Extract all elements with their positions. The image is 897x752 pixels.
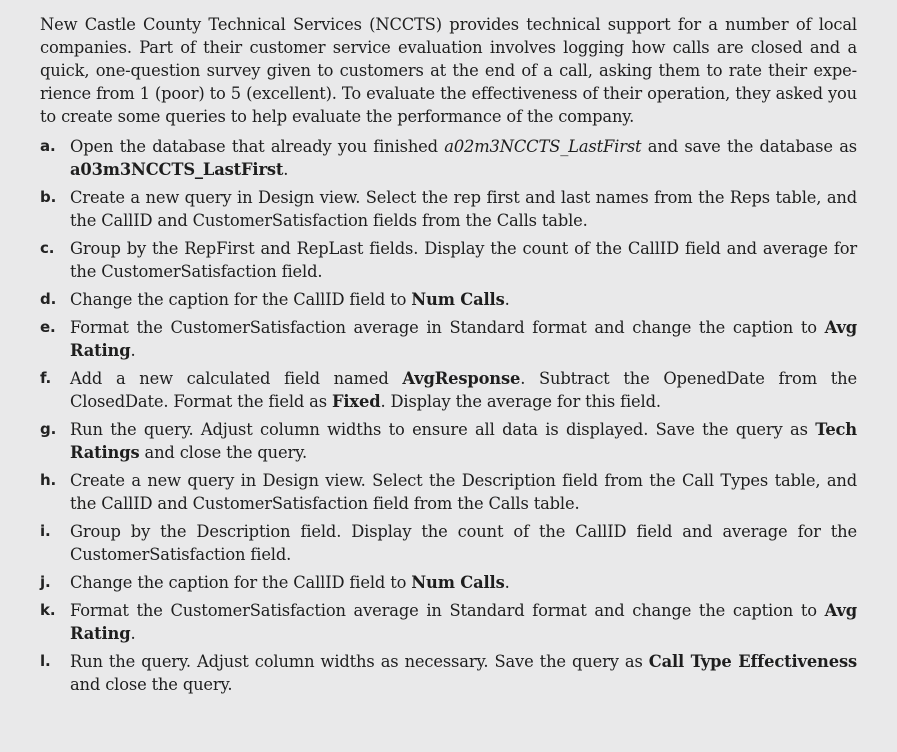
step-letter: k.	[40, 601, 56, 619]
step-text: and close the query.	[139, 443, 307, 462]
step-text: Run the query. Adjust column widths as necessary. Save the query as	[70, 652, 649, 671]
step-text: Change the caption for the CallID field to	[70, 290, 412, 309]
query-name-tech-ratings: Tech Ratings	[70, 420, 857, 462]
step-h	[40, 469, 857, 515]
step-i	[40, 520, 857, 566]
caption-avg-rating: Avg Rating	[70, 601, 857, 643]
step-text: Add a new calculated field named	[70, 369, 403, 388]
intro-paragraph: New Castle County Technical Services (NCCTS) provides technical support for a number of local companies. Part of their customer service evaluation involves logging how calls are closed and a quick, one-question survey given to customers at the end of a call, asking them to rate their expe-rience from 1 (poor) to 5 (excellent). To evaluate the effectiveness of their operation, they asked you to create some queries to help evaluate the performance of the company.	[40, 15, 857, 126]
step-text: Format the CustomerSatisfaction average in Standard format and change the caption to	[70, 601, 825, 620]
step-text: . Display the average for this field.	[380, 392, 661, 411]
database-name-new: a03m3NCCTS_LastFirst	[70, 160, 284, 179]
step-letter: h.	[40, 471, 57, 489]
step-b	[40, 186, 857, 232]
step-text: and save the database as	[641, 137, 857, 156]
step-text: Create a new query in Design view. Select the Description field from the Call Types table, and the CallID and CustomerSatisfaction field from the Calls table.	[70, 471, 857, 513]
step-letter: d.	[40, 290, 57, 308]
step-text: Group by the Description field. Display the count of the CallID field and average for the CustomerSatisfaction field.	[70, 522, 857, 564]
caption-num-calls: Num Calls	[411, 290, 505, 309]
step-text: .	[283, 160, 289, 179]
step-f	[40, 367, 857, 413]
step-text: and close the query.	[70, 675, 233, 694]
step-text: .	[130, 341, 136, 360]
step-letter: e.	[40, 318, 56, 336]
step-list	[40, 135, 857, 696]
step-text: Change the caption for the CallID field to	[70, 573, 412, 592]
step-l	[40, 650, 857, 696]
step-letter: i.	[40, 522, 51, 540]
format-fixed: Fixed	[331, 392, 381, 411]
step-d	[40, 288, 857, 311]
field-avg-response: AvgResponse	[402, 369, 521, 388]
caption-avg-rating: Avg Rating	[70, 318, 857, 360]
step-a	[40, 135, 857, 181]
step-e	[40, 316, 857, 362]
step-letter: l.	[40, 652, 51, 670]
database-name-old: a02m3NCCTS_LastFirst	[444, 137, 642, 156]
caption-num-calls: Num Calls	[411, 573, 505, 592]
step-text: .	[504, 573, 510, 592]
step-letter: g.	[40, 420, 57, 438]
step-text: .	[130, 624, 136, 643]
step-letter: f.	[40, 369, 52, 387]
step-text: Open the database that already you finished	[70, 137, 445, 156]
step-c	[40, 237, 857, 283]
step-k	[40, 599, 857, 645]
step-letter: j.	[40, 573, 51, 591]
step-g	[40, 418, 857, 464]
step-text: Run the query. Adjust column widths to ensure all data is displayed. Save the query as	[70, 420, 816, 439]
step-letter: a.	[40, 137, 56, 155]
step-j	[40, 571, 857, 594]
step-text: Group by the RepFirst and RepLast fields. Display the count of the CallID field and average for the CustomerSatisfaction field.	[70, 239, 857, 281]
step-text: . Subtract the OpenedDate from the ClosedDate. Format the field as	[70, 369, 857, 411]
step-text: Format the CustomerSatisfaction average in Standard format and change the caption to	[70, 318, 825, 337]
step-text: .	[504, 290, 510, 309]
step-letter: b.	[40, 188, 57, 206]
step-letter: c.	[40, 239, 55, 257]
step-text: Create a new query in Design view. Select the rep first and last names from the Reps table, and the CallID and CustomerSatisfaction fields from the Calls table.	[70, 188, 857, 230]
query-name-call-type-effectiveness: Call Type Effectiveness	[648, 652, 857, 671]
